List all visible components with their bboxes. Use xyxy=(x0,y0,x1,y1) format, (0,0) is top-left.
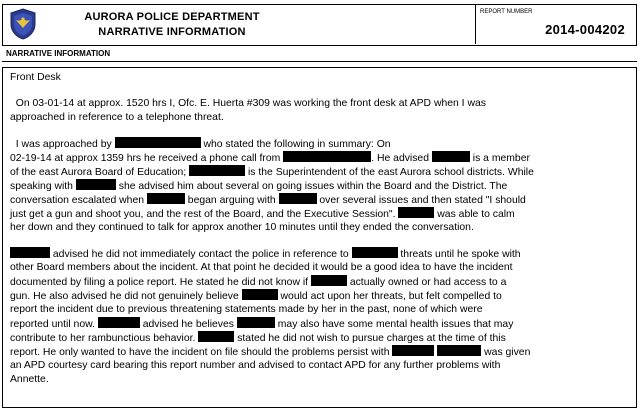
redaction-bar xyxy=(98,317,140,328)
paragraph-1-line-2: approached in reference to a telephone threat. xyxy=(10,112,224,123)
paragraph-1-line-1: On 03-01-14 at approx. 1520 hrs I, Ofc. E. Huerta #309 was working the front desk at APD when I was xyxy=(15,98,486,109)
redaction-bar xyxy=(237,317,275,328)
paragraph-3-line-6: reported until now. advised he believes may also have some mental health issues that may xyxy=(10,319,514,330)
paragraph-3-line-1: advised he did not immediately contact the police in reference to threats until he spoke with xyxy=(10,247,630,261)
paragraph-2-line-5: conversation escalated when began arguing with over several issues and then stated "I should xyxy=(10,195,526,206)
report-header xyxy=(2,4,637,46)
department-name: AURORA POLICE DEPARTMENT xyxy=(84,11,260,23)
paragraph-2-line-7: her down and they continued to talk for approx another 10 minutes until they ended the conversation. xyxy=(10,222,474,233)
paragraph-2-line-6: just get a gun and shoot you, and the rest of the Board, and the Executive Session". was able to calm xyxy=(10,209,515,220)
redaction-bar xyxy=(437,345,481,356)
paragraph-3-line-3: documented by filing a police report. He stated he did not know if actually owned or had access to a xyxy=(10,277,507,288)
redaction-bar xyxy=(432,151,470,162)
paragraph-3-line-10: Annette. xyxy=(10,374,49,385)
paragraph-2-line-3: of the east Aurora Board of Education; is the Superintendent of the east Aurora school districts. While xyxy=(10,167,534,178)
department-title xyxy=(73,10,271,40)
narrative-heading: Front Desk xyxy=(10,72,61,83)
paragraph-2-line-2: 02-19-14 at approx 1359 hrs he received a phone call from . He advised is a member xyxy=(10,153,530,164)
narrative-box xyxy=(2,67,637,408)
redaction-bar xyxy=(352,247,398,258)
redaction-bar xyxy=(198,331,234,342)
report-number-box xyxy=(475,4,637,44)
police-badge-icon xyxy=(9,8,37,40)
paragraph-3-line-5: report the incident due to previous threatening statements made by her in the past, none of which were xyxy=(10,304,483,315)
redaction-bar xyxy=(392,345,434,356)
redaction-bar xyxy=(10,247,50,258)
redaction-bar xyxy=(283,151,371,162)
paragraph-2-line-4: speaking with she advised him about several on going issues within the Board and the District. The xyxy=(10,181,508,192)
redaction-bar xyxy=(242,289,278,300)
paragraph-3-line-4: gun. He also advised he did not genuinely believe would act upon her threats, but felt compelled to xyxy=(10,291,502,302)
report-number: 2014-004202 xyxy=(545,22,625,37)
redaction-bar xyxy=(147,193,185,204)
paragraph-3-line-7: contribute to her rambunctious behavior. stated he did not wish to pursue charges at the time of this xyxy=(10,333,506,344)
section-title: NARRATIVE INFORMATION xyxy=(6,49,111,58)
redaction-bar xyxy=(398,207,434,218)
redaction-bar xyxy=(76,179,116,190)
redaction-bar xyxy=(115,137,201,148)
paragraph-2-line-1: I was approached by who stated the following in summary: On xyxy=(15,139,391,150)
redaction-bar xyxy=(189,165,245,176)
narrative-text xyxy=(10,71,630,387)
paragraph-3-line-2: other Board members about the incident. At that point he decided it would be a good idea to have the incident xyxy=(10,262,513,273)
section-divider xyxy=(2,61,637,62)
paragraph-3-line-9: an APD courtesy card bearing this report number and advised to contact APD for any further problems with xyxy=(10,360,501,371)
paragraph-3-line-8: report. He only wanted to have the incident on file should the problems persist with was given xyxy=(10,347,531,358)
form-name: NARRATIVE INFORMATION xyxy=(98,26,246,38)
redaction-bar xyxy=(311,275,347,286)
redaction-bar xyxy=(279,193,317,204)
report-number-label: REPORT NUMBER xyxy=(480,9,533,15)
